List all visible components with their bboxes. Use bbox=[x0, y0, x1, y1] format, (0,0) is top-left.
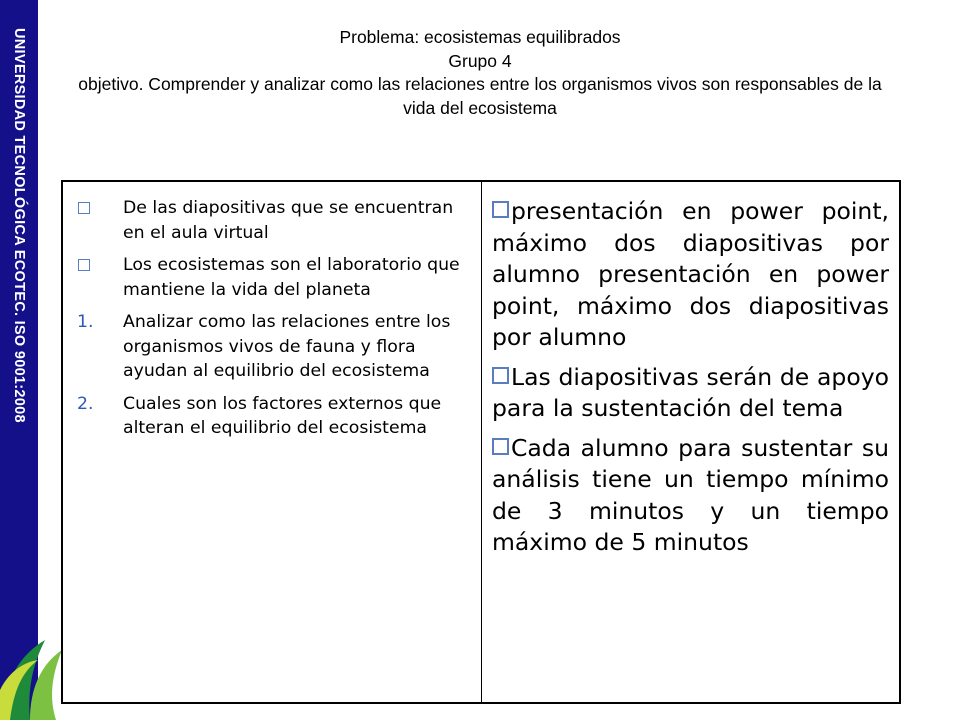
square-bullet-icon bbox=[492, 367, 509, 384]
square-bullet-icon bbox=[492, 201, 509, 218]
objective-text: objetivo. Comprender y analizar como las relaciones entre los organismos vivos son responsables de la vida del ecosistema bbox=[78, 74, 882, 118]
square-bullet-icon bbox=[78, 259, 90, 271]
university-name: UNIVERSIDAD TECNOLÓGICA ECOTEC. ISO 9001:2008 bbox=[11, 28, 27, 423]
right-column bbox=[482, 182, 899, 702]
slide-title bbox=[60, 26, 900, 120]
list-item: Cada alumno para sustentar su análisis tiene un tiempo mínimo de 3 minutos y un tiempo máximo de 5 minutos bbox=[492, 433, 889, 556]
problem-title: Problema: ecosistemas equilibrados bbox=[339, 27, 621, 47]
list-item: presentación en power point, máximo dos diapositivas por alumno presentación en power point, máximo dos diapositivas por alumno bbox=[492, 197, 889, 351]
content-table bbox=[61, 180, 901, 704]
numbered-item: 1. Analizar como las relaciones entre los organismos vivos de fauna y flora ayudan al equilibrio del ecosistema bbox=[77, 312, 451, 381]
numbered-item: 2. Cuales son los factores externos que alteran el equilibrio del ecosistema bbox=[77, 393, 442, 438]
list-item: Los ecosistemas son el laboratorio que mantiene la vida del planeta bbox=[75, 253, 471, 302]
square-bullet-icon bbox=[492, 438, 509, 455]
list-item: De las diapositivas que se encuentran en el aula virtual bbox=[75, 196, 471, 245]
left-column bbox=[63, 182, 482, 702]
group-label: Grupo 4 bbox=[448, 50, 512, 71]
square-bullet-icon bbox=[78, 202, 90, 214]
list-item: Las diapositivas serán de apoyo para la sustentación del tema bbox=[492, 362, 889, 422]
